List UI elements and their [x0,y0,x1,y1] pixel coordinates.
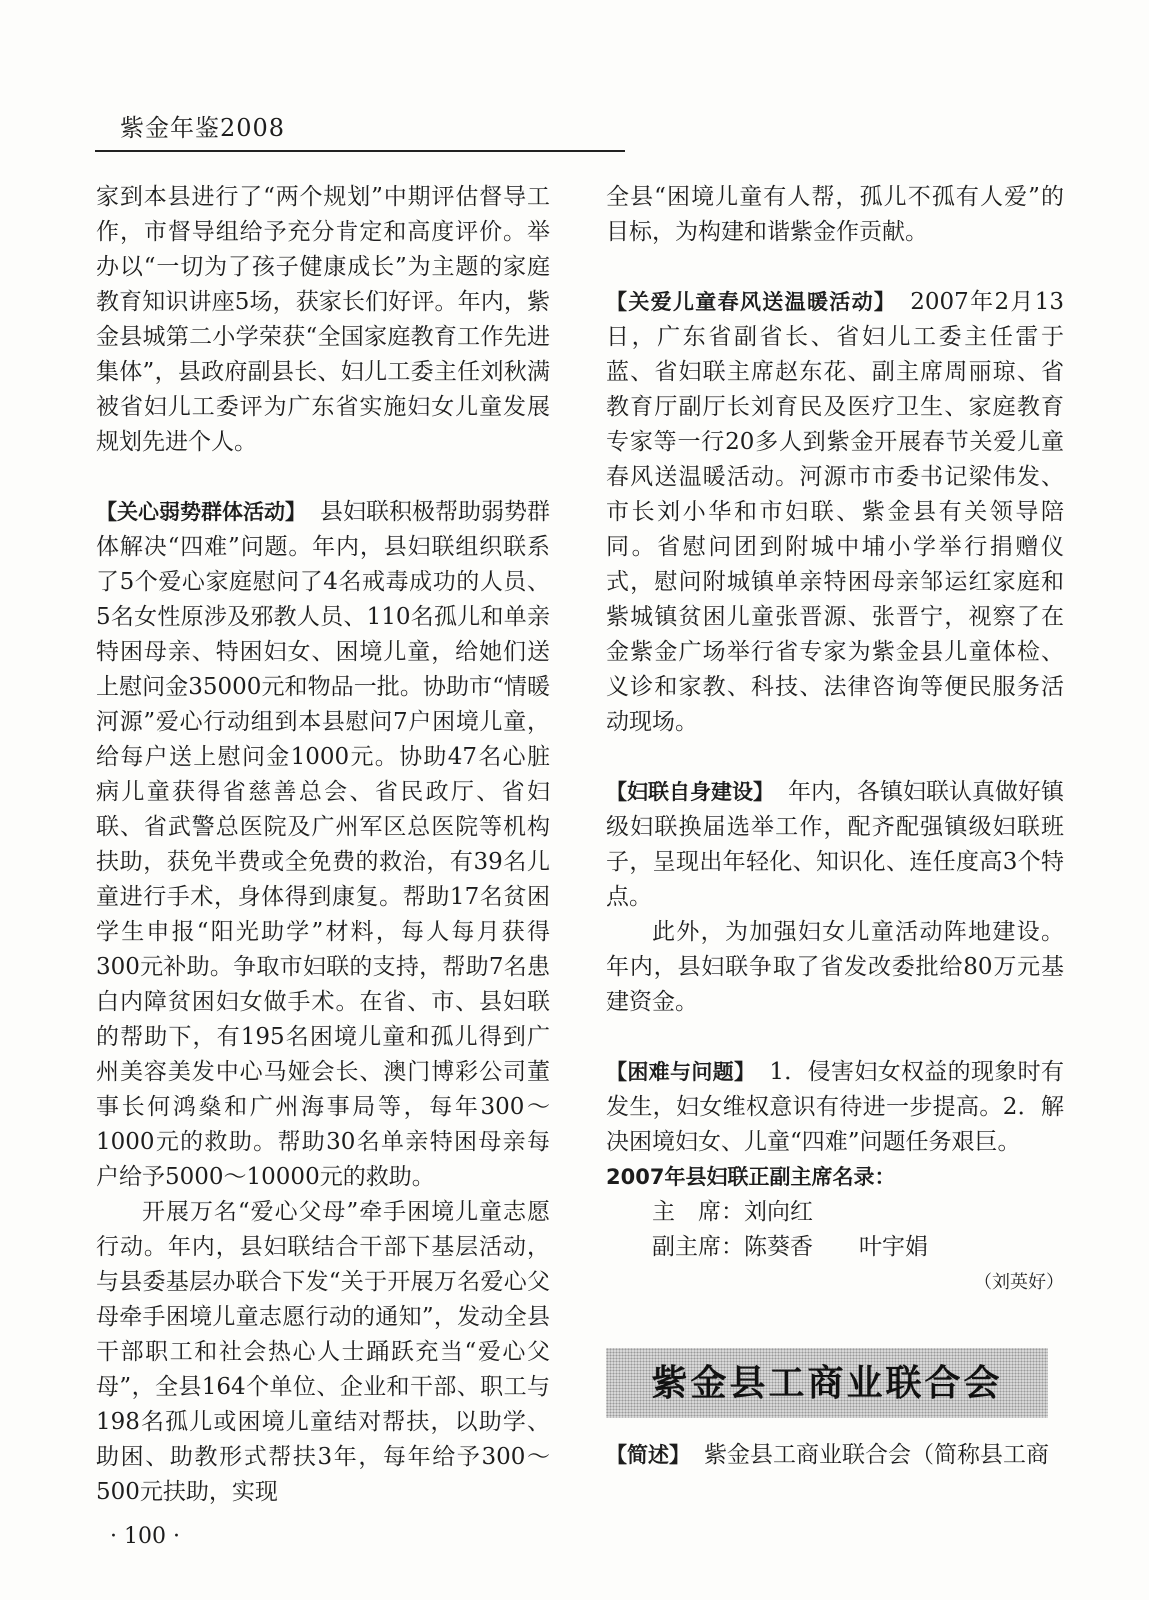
spacer [606,1020,1064,1055]
paragraph-text: 2007年2月13日，广东省副省长、省妇儿工委主任雷于蓝、省妇联主席赵东花、副主席周丽琼、省教育厅副厅长刘育民及医疗卫生、家庭教育专家等一行20多人到紫金开展春节关爱儿童春风送温暖活动。河源市市委书记梁伟发、市长刘小华和市妇联、紫金县有关领导陪同。省慰问团到附城中埔小学举行捐赠仪式，慰问附城镇单亲特困母亲邹运红家庭和紫城镇贫困儿童张晋源、张晋宁，视察了在金紫金广场举行省专家为紫金县儿童体检、义诊和家教、科技、法律咨询等便民服务活动现场。 [606,289,1065,735]
section-title-banner: 紫金县工商业联合会 [606,1348,1048,1418]
section-heading: 【简述】 [606,1443,690,1467]
paragraph [606,775,1064,915]
spacer [606,740,1064,775]
paragraph [606,1055,1064,1160]
roster-chair: 主 席：刘向红 [652,1199,813,1225]
roster-vice-chair: 副主席：陈葵香 叶宇娟 [652,1234,928,1260]
section-heading: 【关心弱势群体活动】 [96,500,306,524]
spacer [606,250,1064,285]
paragraph [606,1438,1064,1473]
paragraph: 此外，为加强妇女儿童活动阵地建设。年内，县妇联争取了省发改委批给80万元基建资金。 [606,919,1064,1015]
section-heading: 【困难与问题】 [606,1060,756,1084]
paragraph-text: 年内，各镇妇联认真做好镇级妇联换届选举工作，配齐配强镇级妇联班子，呈现出年轻化、知识化、连任度高3个特点。 [606,779,1064,910]
paragraph-text: 1．侵害妇女权益的现象时有发生，妇女维权意识有待进一步提高。2．解决困境妇女、儿童“四难”问题任务艰巨。 [606,1059,1064,1155]
paragraph [96,495,550,1195]
header-rule [95,150,625,152]
right-column [606,180,1064,1473]
author-credit: （刘英好） [974,1272,1064,1293]
spacer [96,460,550,495]
left-column [96,180,550,1510]
paragraph: 全县“困境儿童有人帮，孤儿不孤有人爱”的目标，为构建和谐紫金作贡献。 [606,184,1064,245]
paragraph-text: 紫金县工商业联合会（简称县工商 [704,1442,1049,1468]
section-heading: 【妇联自身建设】 [606,780,774,804]
paragraph [606,285,1064,740]
paragraph-text: 县妇联积极帮助弱势群体解决“四难”问题。年内，县妇联组织联系了5个爱心家庭慰问了4名戒毒成功的人员、5名女性原涉及邪教人员、110名孤儿和单亲特困母亲、特困妇女、困境儿童，给她们送上慰问金35000元和物品一批。协助市“情暖河源”爱心行动组到本县慰问7户困境儿童，给每户送上慰问金1000元。协助47名心脏病儿童获得省慈善总会、省民政厅、省妇联、省武警总医院及广州军区总医院等机构扶助，获免半费或全免费的救治，有39名儿童进行手术，身体得到康复。帮助17名贫困学生申报“阳光助学”材料，每人每月获得300元补助。争取市妇联的支持，帮助7名患白内障贫困妇女做手术。在省、市、县妇联的帮助下，有195名困境儿童和孤儿得到广州美容美发中心马娅会长、澳门博彩公司董事长何鸿燊和广州海事局等，每年300～1000元的救助。帮助30名单亲特困母亲每户给予5000～10000元的救助。 [96,499,550,1190]
page-number: · 100 · [110,1524,180,1549]
roster-title: 2007年县妇联正副主席名录： [606,1165,896,1189]
paragraph: 家到本县进行了“两个规划”中期评估督导工作，市督导组给予充分肯定和高度评价。举办以“一切为了孩子健康成长”为主题的家庭教育知识讲座5场，获家长们好评。年内，紫金县城第二小学荣获“全国家庭教育工作先进集体”，县政府副县长、妇儿工委主任刘秋满被省妇儿工委评为广东省实施妇女儿童发展规划先进个人。 [96,184,550,455]
running-head: 紫金年鉴2008 [120,114,286,142]
paragraph: 开展万名“爱心父母”牵手困境儿童志愿行动。年内，县妇联结合干部下基层活动，与县委基层办联合下发“关于开展万名爱心父母牵手困境儿童志愿行动的通知”，发动全县干部职工和社会热心人士踊跃充当“爱心父母”，全县164个单位、企业和干部、职工与198名孤儿或困境儿童结对帮扶，以助学、助困、助教形式帮扶3年，每年给予300～500元扶助，实现 [96,1199,550,1505]
section-heading: 【关爱儿童春风送温暖活动】 [606,290,897,314]
